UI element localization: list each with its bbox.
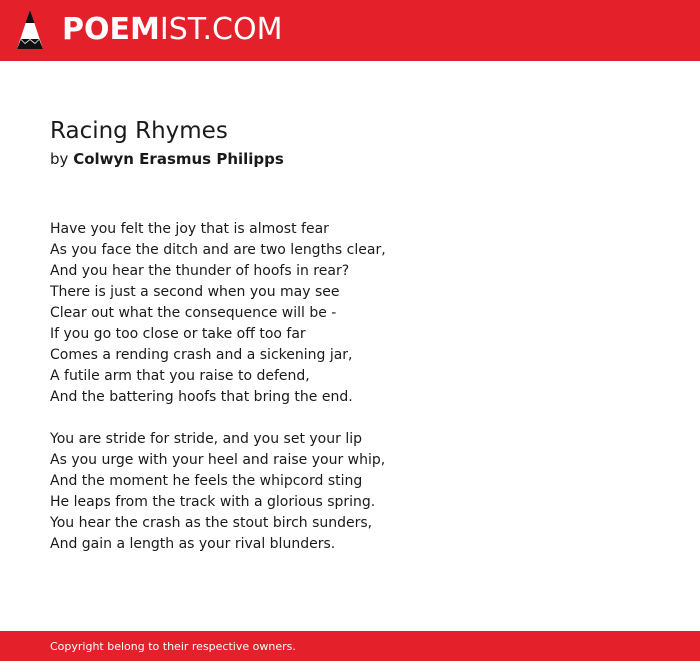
copyright-text: Copyright belong to their respective owners.: [50, 640, 296, 653]
poem-line: He leaps from the track with a glorious spring.: [50, 494, 376, 510]
poem-body: [50, 219, 650, 576]
poem-line: As you face the ditch and are two lengths clear,: [50, 242, 386, 258]
poem-line: Comes a rending crash and a sickening jar,: [50, 347, 353, 363]
poem-title: Racing Rhymes: [50, 118, 228, 144]
poem-line: And the battering hoofs that bring the end.: [50, 389, 353, 405]
poem-line: You hear the crash as the stout birch sunders,: [50, 515, 373, 531]
stanza-2: [50, 429, 650, 555]
poem-line: And you hear the thunder of hoofs in rear?: [50, 263, 350, 279]
poem-line: Clear out what the consequence will be -: [50, 305, 337, 321]
poem-line: You are stride for stride, and you set your lip: [50, 431, 362, 447]
site-footer: [0, 631, 700, 661]
stanza-1: [50, 219, 650, 408]
poem-line: As you urge with your heel and raise your whip,: [50, 452, 386, 468]
pencil-icon[interactable]: [16, 9, 44, 53]
poem-line: And the moment he feels the whipcord sting: [50, 473, 363, 489]
site-header: [0, 0, 700, 61]
site-logo-text[interactable]: [62, 12, 282, 48]
poem-line: Have you felt the joy that is almost fear: [50, 221, 329, 237]
byline-prefix: by: [50, 150, 69, 168]
poem-line: If you go too close or take off too far: [50, 326, 306, 342]
poem-byline: [50, 149, 284, 169]
brand-light: IST.COM: [159, 12, 283, 47]
poem-line: And gain a length as your rival blunders.: [50, 536, 336, 552]
poem-author[interactable]: Colwyn Erasmus Philipps: [73, 150, 284, 168]
brand-bold: POEM: [62, 12, 160, 47]
poem-line: There is just a second when you may see: [50, 284, 340, 300]
poem-line: A futile arm that you raise to defend,: [50, 368, 310, 384]
